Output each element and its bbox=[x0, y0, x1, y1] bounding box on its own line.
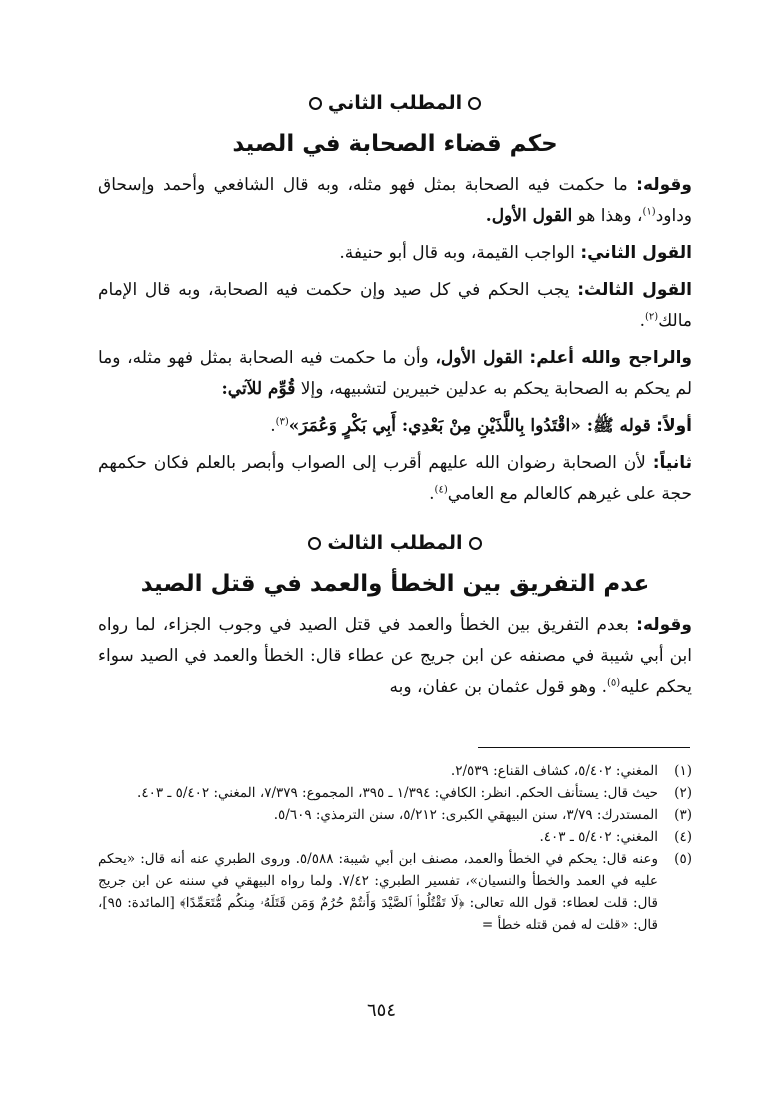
section-heading-2: المطلب الثاني bbox=[98, 86, 692, 120]
circle-bullet-icon bbox=[469, 537, 482, 550]
paragraph: ثانياً: لأن الصحابة رضوان الله عليهم أقرب إلى الصواب وأبصر بالعلم فكان حكمهم حجة على غيرهم كالعالم مع العامي$^{(٤)}$. bbox=[98, 453, 692, 504]
footnote-ref: (٢) bbox=[645, 311, 659, 323]
footnote: (١) المغني: ٥/٤٠٢، كشاف القناع: ٢/٥٣٩. bbox=[450, 763, 692, 779]
paragraph: وقوله: بعدم التفريق بين الخطأ والعمد في قتل الصيد في وجوب الجزاء، لما رواه ابن أبي شيبة في مصنفه عن ابن جريج عن عطاء قال: الخطأ والعمد في الصيد سواء يحكم عليه$^{(٥)}$. وهو قول عثمان بن عفان، وبه bbox=[98, 615, 693, 697]
page-number: ٦٥٤ bbox=[366, 1000, 396, 1021]
footnote-divider bbox=[478, 747, 690, 748]
page-body bbox=[98, 86, 692, 709]
paragraph: القول الثالث: يجب الحكم في كل صيد وإن حكمت فيه الصحابة، وبه قال الإمام مالك$^{(٢)}$. bbox=[98, 280, 692, 331]
footnote: (٤) المغني: ٥/٤٠٢ ـ ٤٠٣. bbox=[539, 829, 692, 845]
section-heading-3: المطلب الثالث bbox=[98, 526, 692, 560]
circle-bullet-icon bbox=[468, 97, 481, 110]
paragraph: القول الثاني: الواجب القيمة، وبه قال أبو حنيفة. bbox=[339, 243, 692, 263]
section-title-2: حكم قضاء الصحابة في الصيد bbox=[232, 131, 558, 157]
paragraph: والراجح والله أعلم: القول الأول، وأن ما حكمت فيه الصحابة بمثل فهو مثله، وما لم يحكم به الصحابة يحكم به عدلين خبيرين لتشبيهه، وإلا قُوِّم للآتي: bbox=[98, 348, 692, 399]
footnote: (٣) المستدرك: ٣/٧٩، سنن البيهقي الكبرى: ٥/٢١٢، سنن الترمذي: ٥/٦٠٩. bbox=[273, 807, 692, 823]
circle-bullet-icon bbox=[309, 97, 322, 110]
circle-bullet-icon bbox=[308, 537, 321, 550]
paragraph: وقوله: ما حكمت فيه الصحابة بمثل فهو مثله، وبه قال الشافعي وأحمد وإسحاق وداود$^{(١)}$، وهذا هو القول الأول. bbox=[98, 175, 693, 226]
footnote-ref: (١) bbox=[642, 206, 656, 218]
footnote-ref: (٤) bbox=[434, 484, 448, 496]
paragraph: أولاً: قوله ﷺ: «اقْتَدُوا بِاللَّذَيْنِ مِنْ بَعْدِي: أَبِي بَكْرٍ وَعُمَرَ»$^{(٣)}$. bbox=[270, 416, 692, 436]
footnote-ref: (٣) bbox=[275, 416, 289, 428]
section-title-3: عدم التفريق بين الخطأ والعمد في قتل الصيد bbox=[140, 571, 650, 597]
footnote-ref: (٥) bbox=[606, 677, 621, 689]
footnotes bbox=[98, 760, 692, 936]
footnote: (٢) حيث قال: يستأنف الحكم. انظر: الكافي: ١/٣٩٤ ـ ٣٩٥، المجموع: ٧/٣٧٩، المغني: ٥/٤٠٢ ـ ٤٠٣. bbox=[137, 785, 692, 801]
footnote: (٥) وعنه قال: يحكم في الخطأ والعمد، مصنف ابن أبي شيبة: ٥/٥٨٨. وروى الطبري عنه أنه قال: «يحكم عليه في العمد والخطأ والنسيان»، تفسير الطبري: ٧/٤٢. ولما رواه البيهقي في سننه عن ابن جريج قال: قلت لعطاء: قول الله تعالى: ﴿لَا تَقْتُلُوا۟ ٱلصَّيْدَ وَأَنتُمْ حُرُمٌ وَمَن قَتَلَهُۥ مِنكُم مُّتَعَمِّدًا﴾ [المائدة: ٩٥]، قال: «قلت له فمن قتله خطأ = bbox=[98, 851, 692, 933]
